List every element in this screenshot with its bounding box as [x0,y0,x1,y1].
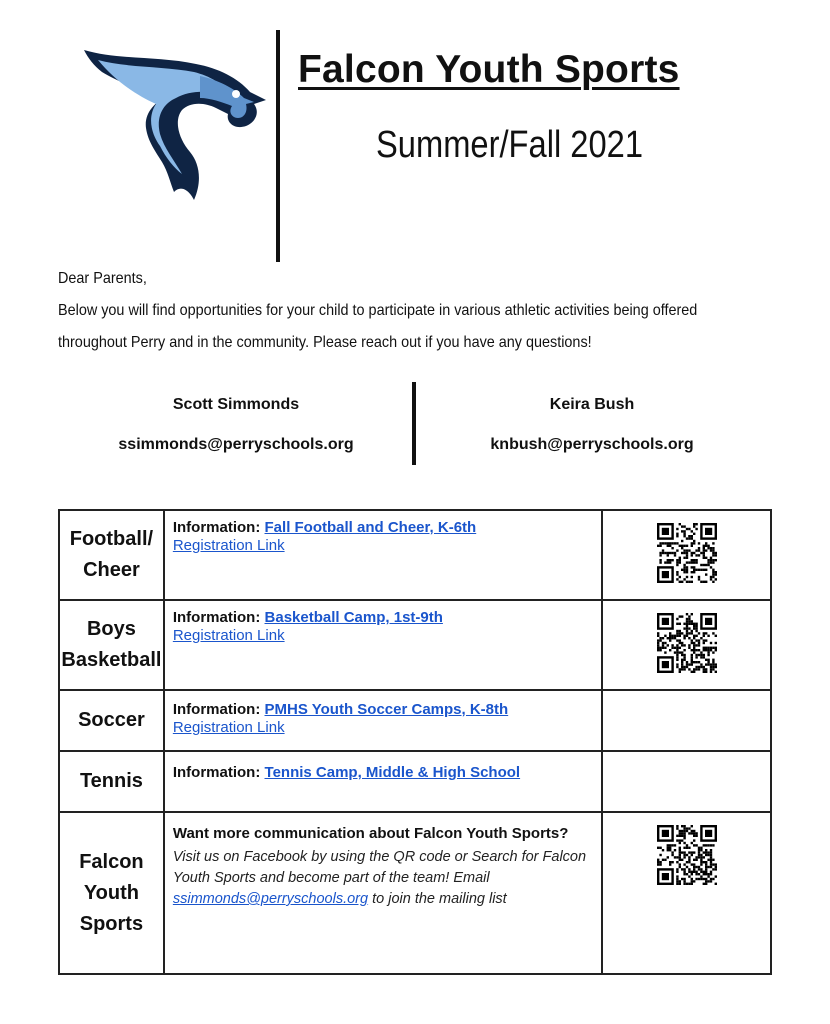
qr-cell [602,812,771,974]
info-label: Information: [172,764,261,781]
sport-name: Boys Basketball [59,600,164,690]
sport-info [164,600,603,690]
parent-letter [58,263,798,359]
table-row [59,600,771,690]
info-label: Information: [172,519,261,536]
contact-email[interactable]: knbush@perryschools.org [490,436,694,453]
sports-table [58,509,772,975]
table-row [59,812,771,974]
page-subtitle: Summer/Fall 2021 [376,124,644,166]
contact-name: Scott Simmonds [172,396,300,413]
qr-code-icon[interactable] [657,825,717,885]
sport-name: Tennis [59,751,164,812]
facebook-text-1: Visit us on Facebook by using the QR code or Search for Falcon Youth Sports and become part of the team! [172,849,587,886]
sport-name: Football/ Cheer [59,510,164,600]
info-link[interactable]: Tennis Camp, Middle & High School [264,764,521,781]
qr-cell [602,751,771,812]
qr-cell [602,510,771,600]
communication-heading: Want more communication about Falcon Youth Sports? [172,825,569,842]
info-link[interactable]: Basketball Camp, 1st-9th [264,609,443,626]
falcon-logo [78,42,268,212]
registration-link[interactable]: Registration Link [172,627,285,644]
letter-line-2: throughout Perry and in the community. Please reach out if you have any questions! [58,334,592,351]
letter-greeting: Dear Parents, [58,270,147,287]
registration-link[interactable]: Registration Link [172,537,285,554]
facebook-text [173,847,596,910]
qr-code-icon[interactable] [657,613,717,673]
info-link[interactable]: PMHS Youth Soccer Camps, K-8th [264,701,509,718]
table-row [59,510,771,600]
qr-cell [602,690,771,751]
contact-name: Keira Bush [549,396,635,413]
table-row [59,751,771,812]
email-link[interactable]: ssimmonds@perryschools.org [172,891,369,907]
qr-cell [602,600,771,690]
sport-info [164,510,603,600]
info-label: Information: [172,701,261,718]
info-link[interactable]: Fall Football and Cheer, K-6th [264,519,477,536]
info-label: Information: [172,609,261,626]
page-title: Falcon Youth Sports [298,48,680,91]
letter-line-1: Below you will find opportunities for your child to participate in various athletic activities being offered [58,302,698,319]
email-suffix: to join the mailing list [372,891,507,907]
sport-info [164,812,603,974]
qr-code-icon[interactable] [657,523,717,583]
header-divider [276,30,280,262]
email-prefix: Email [453,870,490,886]
contact-email[interactable]: ssimmonds@perryschools.org [118,436,354,453]
sport-info [164,751,603,812]
registration-link[interactable]: Registration Link [172,719,285,736]
sport-name: Soccer [59,690,164,751]
contacts-divider [412,382,416,465]
sport-name: Falcon Youth Sports [59,812,164,974]
table-row [59,690,771,751]
sport-info [164,690,603,751]
